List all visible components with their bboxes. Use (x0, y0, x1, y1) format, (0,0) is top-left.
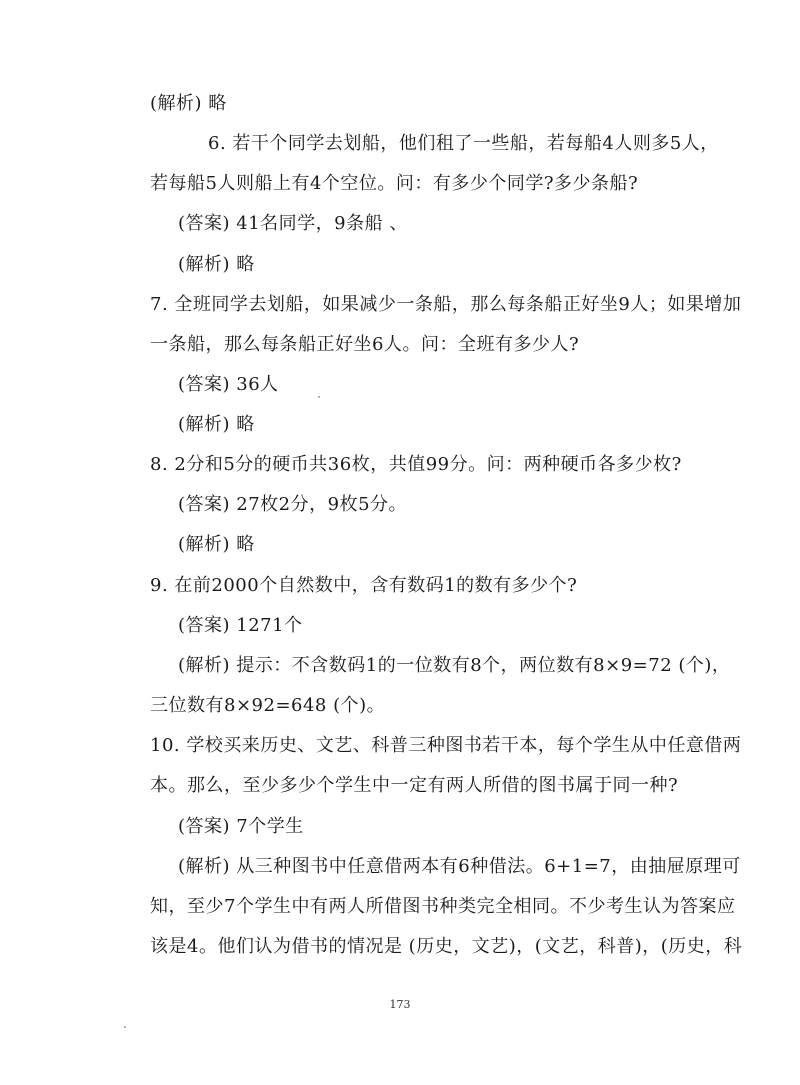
text-line-9: (解析) 略 (178, 414, 255, 435)
text-line-10: 8. 2分和5分的硬币共36枚，共值99分。问：两种硬币各多少枚? (150, 454, 682, 475)
text-line-7: 一条船，那么每条船正好坐6人。问：全班有多少人? (150, 334, 580, 355)
text-line-21: 知，至少7个学生中有两人所借图书种类完全相同。不少考生认为答案应 (150, 896, 736, 917)
scan-speck (318, 396, 320, 398)
text-line-5: (解析) 略 (178, 254, 255, 275)
text-line-19: (答案) 7个学生 (178, 816, 304, 837)
text-line-13: 9. 在前2000个自然数中，含有数码1的数有多少个? (150, 575, 578, 596)
text-line-1: (解析) 略 (150, 93, 227, 114)
text-line-8: (答案) 36人 (178, 374, 279, 395)
text-line-14: (答案) 1271个 (178, 615, 303, 636)
text-line-15: (解析) 提示：不含数码1的一位数有8个，两位数有8×9=72 (个)， (178, 655, 731, 676)
text-line-2: 6. 若干个同学去划船，他们租了一些船，若每船4人则多5人， (208, 133, 719, 154)
text-line-6: 7. 全班同学去划船，如果减少一条船，那么每条船正好坐9人；如果增加 (150, 294, 742, 315)
text-line-17: 10. 学校买来历史、文艺、科普三种图书若干本，每个学生从中任意借两 (150, 735, 742, 756)
text-line-16: 三位数有8×92=648 (个)。 (150, 695, 386, 716)
text-line-4: (答案) 41名同学，9条船 、 (178, 213, 408, 234)
text-line-20: (解析) 从三种图书中任意借两本有6种借法。6+1=7，由抽屉原理可 (178, 856, 741, 877)
page-number: 173 (389, 998, 411, 1011)
scan-speck (124, 1026, 126, 1028)
text-line-22: 该是4。他们认为借书的情况是 (历史，文艺)，(文艺，科普)，(历史，科 (150, 936, 743, 957)
text-line-3: 若每船5人则船上有4个空位。问：有多少个同学?多少条船? (150, 173, 639, 194)
text-line-11: (答案) 27枚2分，9枚5分。 (178, 494, 408, 515)
text-line-18: 本。那么，至少多少个学生中一定有两人所借的图书属于同一种? (150, 775, 679, 796)
text-line-12: (解析) 略 (178, 534, 255, 555)
